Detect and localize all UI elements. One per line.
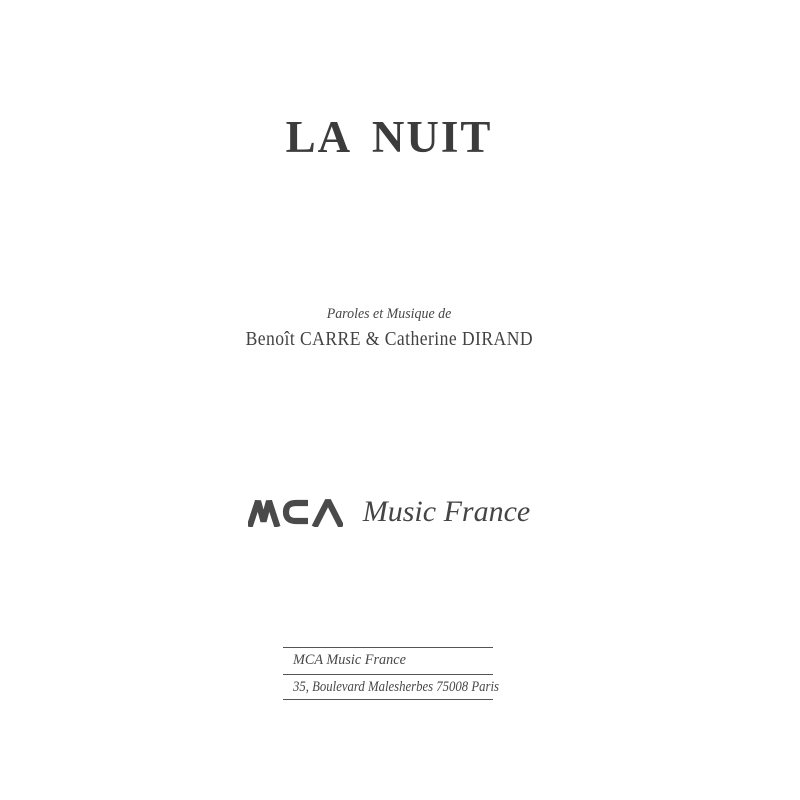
publisher-address-row xyxy=(283,675,499,700)
credit-intro-line xyxy=(0,306,789,323)
page-title: LA NUIT xyxy=(285,112,493,162)
mca-logo-letter-a xyxy=(314,501,341,528)
publisher-logo-block xyxy=(0,497,789,527)
publisher-name-text: MCA Music France xyxy=(293,652,406,668)
publisher-name-row xyxy=(283,648,493,675)
credit-names-line xyxy=(0,329,789,349)
publisher-info-box xyxy=(283,647,499,700)
mca-logo-icon xyxy=(248,497,343,527)
credit-intro-text: Paroles et Musique de xyxy=(326,306,452,322)
mca-logo-letter-c xyxy=(286,503,308,521)
publisher-address-text: 35, Boulevard Malesherbes 75008 Paris xyxy=(293,679,499,695)
publisher-logo-text: Music France xyxy=(362,495,531,528)
credit-names-text: Benoît CARRE & Catherine DIRAND xyxy=(245,328,533,350)
mca-logo-letter-m xyxy=(249,501,277,527)
credits-block xyxy=(0,306,789,349)
